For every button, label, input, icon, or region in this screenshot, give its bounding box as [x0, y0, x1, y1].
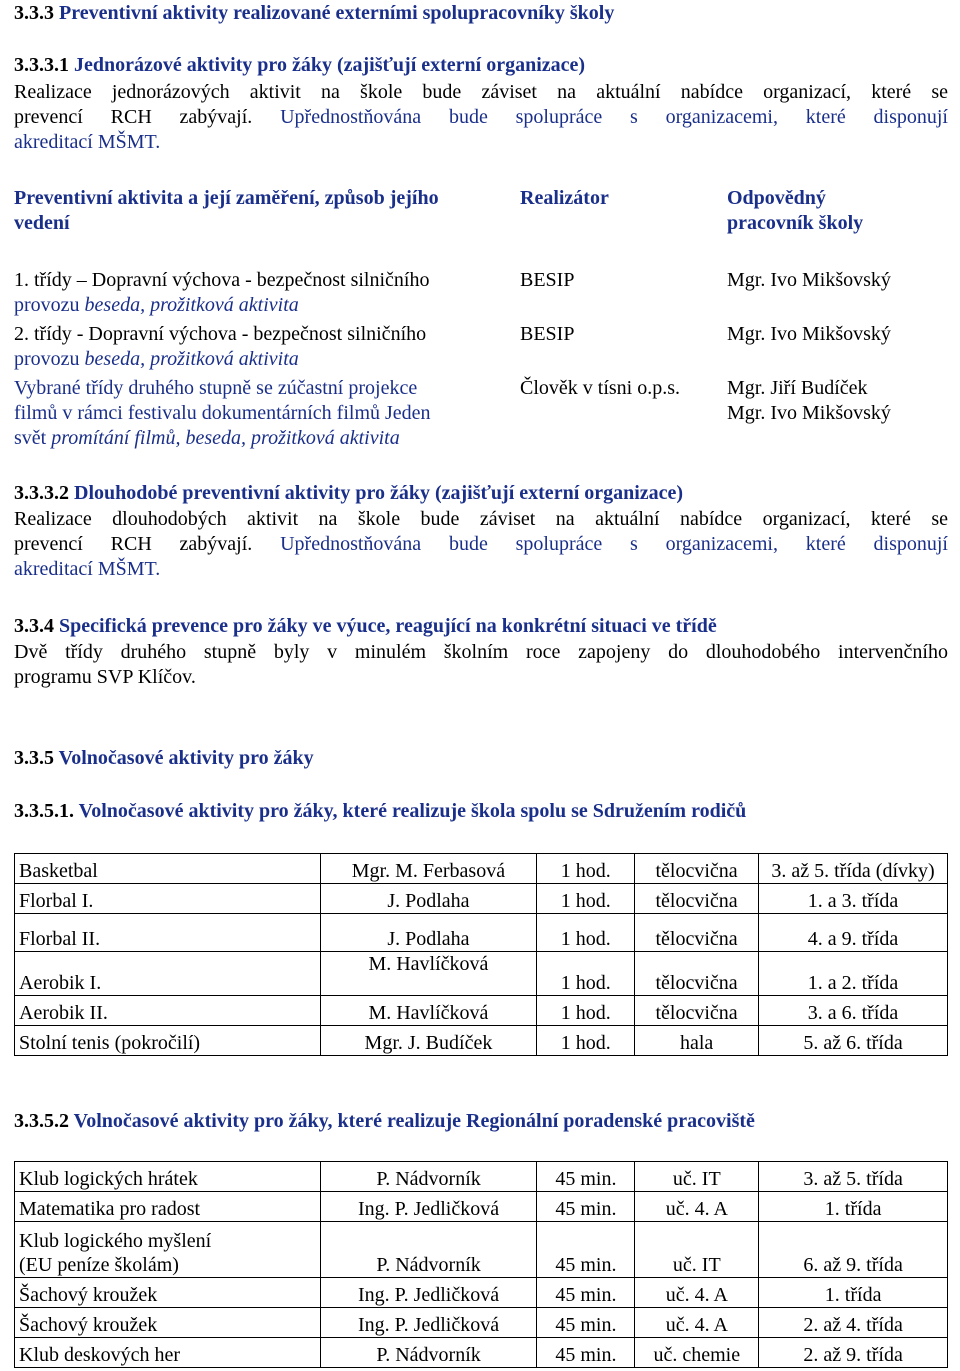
realizer-cell: BESIP [520, 269, 575, 291]
text-run-italic: beseda, prožitková aktivita [84, 348, 299, 370]
responsible-cell [727, 376, 947, 426]
grade-cell: 3. až 5. třída (dívky) [759, 854, 948, 884]
activity-cell [14, 376, 504, 451]
leader-cell: J. Podlaha [320, 914, 537, 952]
leader-cell: Mgr. M. Ferbasová [320, 854, 537, 884]
table-row [14, 268, 948, 318]
responsible-cell: Mgr. Ivo Mikšovský [727, 323, 891, 345]
location-cell: hala [635, 1026, 759, 1056]
section-334-paragraph [14, 640, 948, 690]
leader-cell: Ing. P. Jedličková [320, 1278, 537, 1308]
table-row [15, 884, 948, 914]
paragraph-line: Dvě třídy druhého stupně byly v minulém školním roce zapojeny do dlouhodobého intervenčního [14, 641, 948, 663]
text-run-italic: beseda, prožitková aktivita [84, 294, 299, 316]
section-title: Dlouhodobé preventivní aktivity pro žáky (zajišťují externí organizace) [74, 482, 684, 504]
realizer-cell: Člověk v tísni o.p.s. [520, 377, 681, 399]
table-row [14, 376, 948, 452]
location-cell: tělocvična [635, 996, 759, 1026]
realizer-cell: BESIP [520, 323, 575, 345]
text-run-highlight: Upřednostňována bude spolupráce s organizacemi, které disponují [280, 106, 948, 128]
header-line: Preventivní aktivita a její zaměření, způsob jejího [14, 187, 439, 209]
duration-cell: 45 min. [537, 1308, 635, 1338]
section-heading-334 [14, 614, 717, 639]
header-activity [14, 186, 504, 236]
table-row [15, 1162, 948, 1192]
leader-cell: Ing. P. Jedličková [320, 1192, 537, 1222]
prevention-table [14, 186, 948, 449]
activity-cell: Basketbal [15, 854, 321, 884]
table-row [15, 952, 948, 996]
paragraph-line: akreditací MŠMT. [14, 131, 161, 153]
table-row [15, 1308, 948, 1338]
grade-cell: 5. až 6. třída [759, 1026, 948, 1056]
grade-cell: 2. až 4. třída [759, 1308, 948, 1338]
table-row [15, 1278, 948, 1308]
grade-cell: 6. až 9. třída [759, 1222, 948, 1278]
activity-line: Vybrané třídy druhého stupně se zúčastní projekce [14, 377, 418, 399]
paragraph-line: akreditací MŠMT. [14, 558, 161, 580]
duration-cell: 1 hod. [537, 854, 635, 884]
location-cell: uč. 4. A [635, 1308, 759, 1338]
section-3331-paragraph [14, 80, 948, 155]
duration-cell: 1 hod. [537, 1026, 635, 1056]
section-heading-333 [14, 1, 614, 26]
leader-cell: P. Nádvorník [320, 1338, 537, 1368]
duration-cell: 45 min. [537, 1162, 635, 1192]
duration-cell: 1 hod. [537, 884, 635, 914]
grade-cell: 4. a 9. třída [759, 914, 948, 952]
section-title: Volnočasové aktivity pro žáky, které realizuje škola spolu se Sdružením rodičů [78, 800, 747, 822]
location-cell: tělocvična [635, 884, 759, 914]
duration-cell: 45 min. [537, 1222, 635, 1278]
header-line: pracovník školy [727, 212, 864, 234]
table-row [15, 914, 948, 952]
activity-line: Šachový kroužek [19, 1284, 158, 1306]
activity-cell [15, 1162, 321, 1192]
section-3332-paragraph [14, 507, 948, 582]
duration-cell: 1 hod. [537, 952, 635, 996]
leisure-regional-table [14, 1161, 948, 1368]
section-heading-3352 [14, 1109, 755, 1134]
section-title: Volnočasové aktivity pro žáky, které realizuje Regionální poradenské pracoviště [73, 1110, 755, 1132]
location-cell: uč. 4. A [635, 1192, 759, 1222]
section-heading-335 [14, 746, 314, 771]
header-line: Odpovědný [727, 187, 826, 209]
header-realizer: Realizátor [520, 187, 609, 209]
text-run-italic: promítání filmů, beseda, prožitková aktivita [51, 427, 400, 449]
leader-cell: M. Havlíčková [320, 996, 537, 1026]
section-number: 3.3.5.1. [14, 800, 74, 822]
table-row [14, 322, 948, 372]
activity-cell: Aerobik I. [15, 952, 321, 996]
text-run: prevencí RCH zabývají. [14, 533, 281, 555]
location-cell: tělocvična [635, 952, 759, 996]
location-cell: uč. IT [635, 1162, 759, 1192]
section-number: 3.3.3 [14, 2, 54, 24]
duration-cell: 45 min. [537, 1278, 635, 1308]
table-row [15, 1222, 948, 1278]
activity-line: 1. třídy – Dopravní výchova - bezpečnost silničního [14, 269, 430, 291]
section-title: Preventivní aktivity realizované externími spolupracovníky školy [59, 2, 615, 24]
table-row [15, 1338, 948, 1368]
leader-cell: P. Nádvorník [320, 1222, 537, 1278]
activity-cell: Stolní tenis (pokročilí) [15, 1026, 321, 1056]
location-cell: tělocvična [635, 854, 759, 884]
section-title: Specifická prevence pro žáky ve výuce, reagující na konkrétní situaci ve třídě [59, 615, 717, 637]
grade-cell: 1. třída [759, 1278, 948, 1308]
activity-cell: Aerobik II. [15, 996, 321, 1026]
grade-cell: 3. až 5. třída [759, 1162, 948, 1192]
grade-cell: 3. a 6. třída [759, 996, 948, 1026]
paragraph-line: Realizace dlouhodobých aktivit na škole bude záviset na aktuální nabídce organizací, které se [14, 508, 948, 530]
activity-line: Klub logického myšlení [19, 1230, 212, 1252]
text-run: provozu [14, 294, 85, 316]
paragraph-line [14, 105, 948, 130]
activity-line: 2. třídy - Dopravní výchova - bezpečnost silničního [14, 323, 427, 345]
location-cell: uč. IT [635, 1222, 759, 1278]
grade-cell: 2. až 9. třída [759, 1338, 948, 1368]
section-number: 3.3.3.2 [14, 482, 69, 504]
header-line: vedení [14, 212, 70, 234]
activity-cell: Florbal I. [15, 884, 321, 914]
paragraph-line: programu SVP Klíčov. [14, 666, 196, 688]
activity-cell [15, 1338, 321, 1368]
section-number: 3.3.4 [14, 615, 54, 637]
leader-cell: Mgr. J. Budíček [320, 1026, 537, 1056]
text-run: prevencí RCH zabývají. [14, 106, 281, 128]
duration-cell: 45 min. [537, 1338, 635, 1368]
activity-line: Klub logických hrátek [19, 1168, 198, 1190]
table-row [15, 996, 948, 1026]
table-row [15, 1026, 948, 1056]
responsible-line: Mgr. Ivo Mikšovský [727, 402, 891, 424]
grade-cell: 1. třída [759, 1192, 948, 1222]
section-heading-3332 [14, 481, 683, 506]
paragraph-line: Realizace jednorázových aktivit na škole bude záviset na aktuální nabídce organizací, které se [14, 81, 948, 103]
leisure-school-table [14, 853, 948, 1056]
section-title: Volnočasové aktivity pro žáky [58, 747, 314, 769]
section-heading-3331 [14, 53, 585, 78]
leader-cell: J. Podlaha [320, 884, 537, 914]
duration-cell: 1 hod. [537, 996, 635, 1026]
section-number: 3.3.5.2 [14, 1110, 69, 1132]
table-row [15, 854, 948, 884]
grade-cell: 1. a 2. třída [759, 952, 948, 996]
leader-cell: Ing. P. Jedličková [320, 1308, 537, 1338]
prevention-table-header [14, 186, 948, 246]
activity-line: filmů v rámci festivalu dokumentárních filmů Jeden [14, 402, 431, 424]
text-run: provozu [14, 348, 85, 370]
text-run: svět [14, 427, 52, 449]
paragraph-line [14, 532, 948, 557]
activity-cell [15, 1278, 321, 1308]
section-number: 3.3.5 [14, 747, 54, 769]
activity-line: (EU peníze školám) [19, 1254, 179, 1276]
location-cell: uč. 4. A [635, 1278, 759, 1308]
leader-cell: P. Nádvorník [320, 1162, 537, 1192]
header-responsible [727, 186, 947, 236]
location-cell: tělocvična [635, 914, 759, 952]
activity-line: Matematika pro radost [19, 1198, 201, 1220]
activity-cell [14, 322, 504, 372]
responsible-cell: Mgr. Ivo Mikšovský [727, 269, 891, 291]
activity-line [14, 426, 504, 451]
activity-line [14, 347, 504, 372]
activity-cell [15, 1308, 321, 1338]
text-run-highlight: Upřednostňována bude spolupráce s organizacemi, které disponují [280, 533, 948, 555]
location-cell: uč. chemie [635, 1338, 759, 1368]
activity-cell [14, 268, 504, 318]
section-number: 3.3.3.1 [14, 54, 69, 76]
activity-line [14, 293, 504, 318]
grade-cell: 1. a 3. třída [759, 884, 948, 914]
activity-cell [15, 1192, 321, 1222]
leader-cell: M. Havlíčková [320, 952, 537, 996]
activity-line: Klub deskových her [19, 1344, 181, 1366]
section-heading-3351 [14, 799, 746, 824]
activity-line: Šachový kroužek [19, 1314, 158, 1336]
duration-cell: 1 hod. [537, 914, 635, 952]
table-row [15, 1192, 948, 1222]
responsible-line: Mgr. Jiří Budíček [727, 377, 868, 399]
section-title: Jednorázové aktivity pro žáky (zajišťují externí organizace) [74, 54, 586, 76]
activity-cell [15, 1222, 321, 1278]
activity-cell: Florbal II. [15, 914, 321, 952]
duration-cell: 45 min. [537, 1192, 635, 1222]
